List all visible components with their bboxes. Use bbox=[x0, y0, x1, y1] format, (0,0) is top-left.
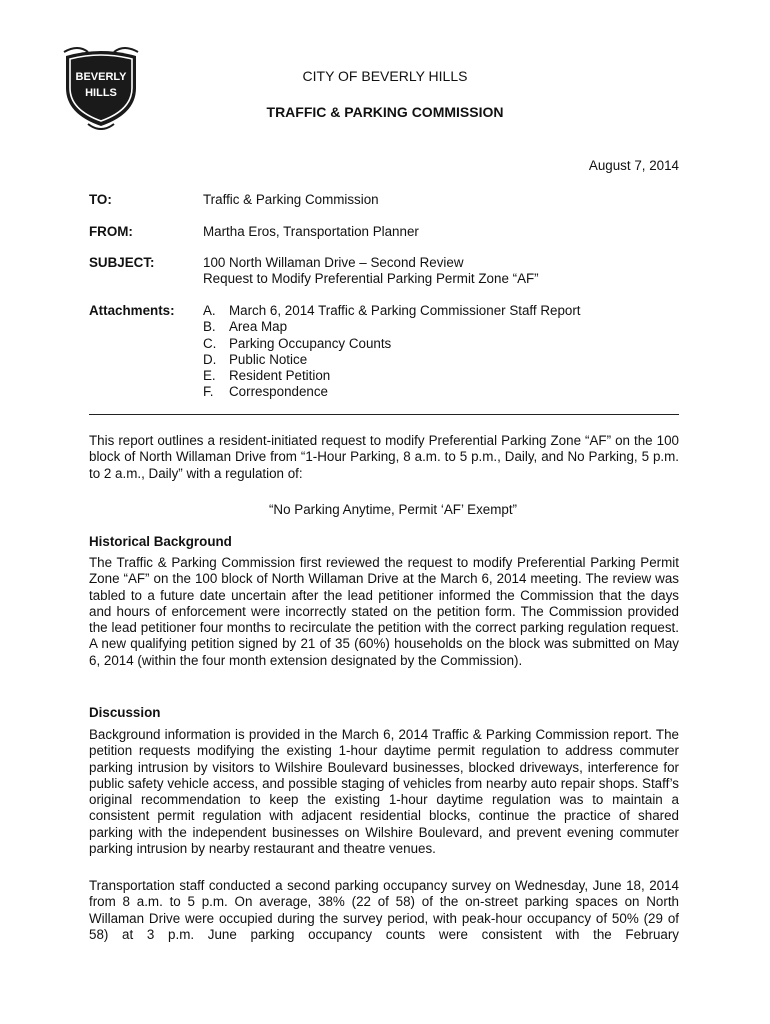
subject-label: SUBJECT: bbox=[89, 255, 155, 270]
attachments-label: Attachments: bbox=[89, 303, 175, 318]
survey-paragraph: Transportation staff conducted a second parking occupancy survey on Wednesday, June 18, 2014 from 8 a.m. to 5 p.m. On average, 38% (22 of 58) of the on-street parking spaces on North Willaman Drive were occupied during the survey period, with peak-hour occupancy of 50% (29 of 58) at 3 p.m. June parking occupancy counts were consistent with the February bbox=[89, 878, 679, 942]
attachment-item: E. Resident Petition bbox=[203, 368, 331, 384]
logo-text-hills: HILLS bbox=[85, 87, 117, 99]
attachment-item: D. Public Notice bbox=[203, 351, 308, 367]
historical-heading: Historical Background bbox=[89, 534, 232, 549]
subject-value bbox=[203, 255, 539, 287]
header-divider bbox=[89, 414, 679, 415]
discussion-paragraph: Background information is provided in the March 6, 2014 Traffic & Parking Commission report. The petition requests modifying the existing 1-hour daytime permit regulation to address commuter parking intrusion by visitors to Wilshire Boulevard businesses, blocked driveways, interference for public safety vehicle access, and possible staging of vehicles from nearby auto repair shops. Staff’s original recommendation to keep the existing 1-hour daytime regulation was to maintain a consistent permit regulation with adjacent residential blocks, continue the practice of shared parking with the independent businesses on Wilshire Boulevard, and prevent evening commuter parking intrusion by nearby restaurant and theatre venues. bbox=[89, 727, 679, 857]
attachment-item: C. Parking Occupancy Counts bbox=[203, 335, 392, 351]
memo-date: August 7, 2014 bbox=[588, 158, 679, 173]
commission-title: TRAFFIC & PARKING COMMISSION bbox=[266, 104, 504, 120]
attachment-item: B. Area Map bbox=[203, 319, 288, 335]
attachments-list bbox=[203, 303, 581, 401]
historical-paragraph: The Traffic & Parking Commission first reviewed the request to modify Preferential Parking Permit Zone “AF” on the 100 block of North Willaman Drive at the March 6, 2014 meeting. The review was tabled to a future date uncertain after the lead petitioner informed the Commission that the days and hours of enforcement were incorrectly stated on the petition form. The Commission provided the lead petitioner four months to recirculate the petition with the correct parking regulation request. A new qualifying petition signed by 21 of 35 (60%) households on the block was submitted on May 6, 2014 (within the four month extension designated by the Commission). bbox=[89, 555, 679, 668]
discussion-heading: Discussion bbox=[89, 705, 161, 720]
subject-line-1: 100 North Willaman Drive – Second Review bbox=[203, 255, 464, 270]
to-label: TO: bbox=[89, 192, 112, 207]
from-label: FROM: bbox=[89, 224, 133, 239]
to-value: Traffic & Parking Commission bbox=[203, 192, 379, 207]
attachment-item: F. Correspondence bbox=[203, 384, 329, 400]
logo-text-beverly: BEVERLY bbox=[75, 71, 127, 83]
city-title: CITY OF BEVERLY HILLS bbox=[302, 68, 468, 84]
from-value: Martha Eros, Transportation Planner bbox=[203, 224, 419, 239]
regulation-quote: “No Parking Anytime, Permit ‘AF’ Exempt” bbox=[268, 502, 518, 517]
attachment-item: A. March 6, 2014 Traffic & Parking Commissioner Staff Report bbox=[203, 303, 581, 318]
subject-line-2: Request to Modify Preferential Parking Permit Zone “AF” bbox=[203, 271, 539, 287]
intro-paragraph: This report outlines a resident-initiated request to modify Preferential Parking Zone “AF” on the 100 block of North Willaman Drive from “1-Hour Parking, 8 a.m. to 5 p.m., Daily, and No Parking, 5 p.m. to 2 a.m., Daily” with a regulation of: bbox=[89, 433, 679, 481]
